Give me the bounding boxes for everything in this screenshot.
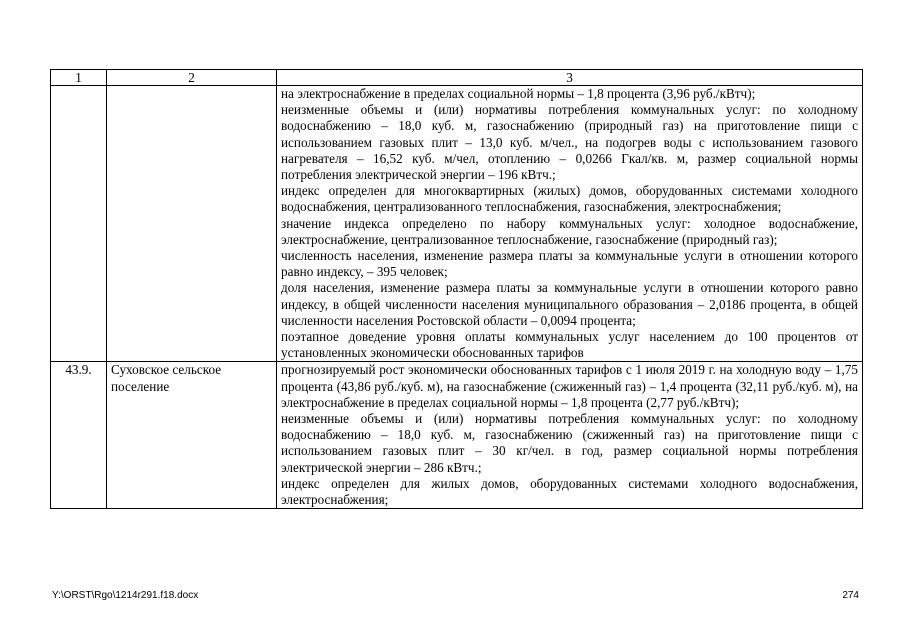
row-description bbox=[277, 362, 863, 509]
settlement-name: Суховское сельское поселение bbox=[107, 362, 277, 509]
paragraph: поэтапное доведение уровня оплаты коммунальных услуг населением до 100 процентов от установленных экономически обоснованных тарифов bbox=[281, 329, 858, 361]
paragraph: численность населения, изменение размера платы за коммунальные услуги в отношении которого равно индексу, – 395 человек; bbox=[281, 248, 858, 280]
table-header-row bbox=[51, 70, 863, 86]
footer-file-path: Y:\ORST\Rgo\1214r291.f18.docx bbox=[52, 590, 199, 601]
table-row bbox=[51, 362, 863, 509]
paragraph: на электроснабжение в пределах социальной нормы – 1,8 процента (3,96 руб./кВтч); bbox=[281, 86, 756, 101]
paragraph: индекс определен для жилых домов, оборудованных системами холодного водоснабжения, электроснабжения; bbox=[281, 475, 858, 508]
paragraph: индекс определен для многоквартирных (жилых) домов, оборудованных системами холодного водоснабжения, централизованного теплоснабжения, газоснабжения, электроснабжения; bbox=[281, 183, 858, 215]
header-cell-2: 2 bbox=[107, 70, 277, 86]
document-table bbox=[50, 69, 863, 509]
paragraph: значение индекса определено по набору коммунальных услуг: холодное водоснабжение, электроснабжение, централизованное теплоснабжение, газоснабжение (природный газ); bbox=[281, 215, 858, 247]
paragraph: неизменные объемы и (или) нормативы потребления коммунальных услуг: по холодному водоснабжению – 18,0 куб. м, газоснабжению (сжиженный газ) на приготовление пищи с использованием газовых плит – 30 кг/чел. в год, размер социальной нормы потребления электрической энергии – 286 кВтч.; bbox=[281, 411, 858, 475]
row-description bbox=[277, 86, 863, 362]
header-cell-3: 3 bbox=[277, 70, 863, 86]
settlement-name bbox=[107, 86, 277, 362]
row-number bbox=[51, 86, 107, 362]
paragraph: доля населения, изменение размера платы за коммунальные услуги в отношении которого равно индексу, в общей численности населения муниципального образования – 2,0186 процента, в общей численности населения Ростовской области – 0,0094 процента; bbox=[281, 280, 858, 328]
header-cell-1: 1 bbox=[51, 70, 107, 86]
table-row bbox=[51, 86, 863, 362]
paragraph: прогнозируемый рост экономически обоснованных тарифов с 1 июля 2019 г. на холодную воду – 1,75 процента (43,86 руб./куб. м), на газоснабжение (сжиженный газ) – 1,4 процента (32,11 руб./куб. м), на электроснабжение в пределах социальной нормы – 1,8 процента (2,77 руб./кВтч); bbox=[281, 362, 858, 410]
footer-page-number: 274 bbox=[842, 590, 859, 601]
row-number: 43.9. bbox=[51, 362, 107, 509]
paragraph: неизменные объемы и (или) нормативы потребления коммунальных услуг: по холодному водоснабжению – 18,0 куб. м, газоснабжению (природный газ) на приготовление пищи с использованием газовых плит – 13,0 куб. м/чел., на подогрев воды с использованием газового нагревателя – 16,52 куб. м/чел, отоплению – 0,0266 Гкал/кв. м, размер социальной нормы потребления электрической энергии – 196 кВтч.; bbox=[281, 102, 858, 183]
